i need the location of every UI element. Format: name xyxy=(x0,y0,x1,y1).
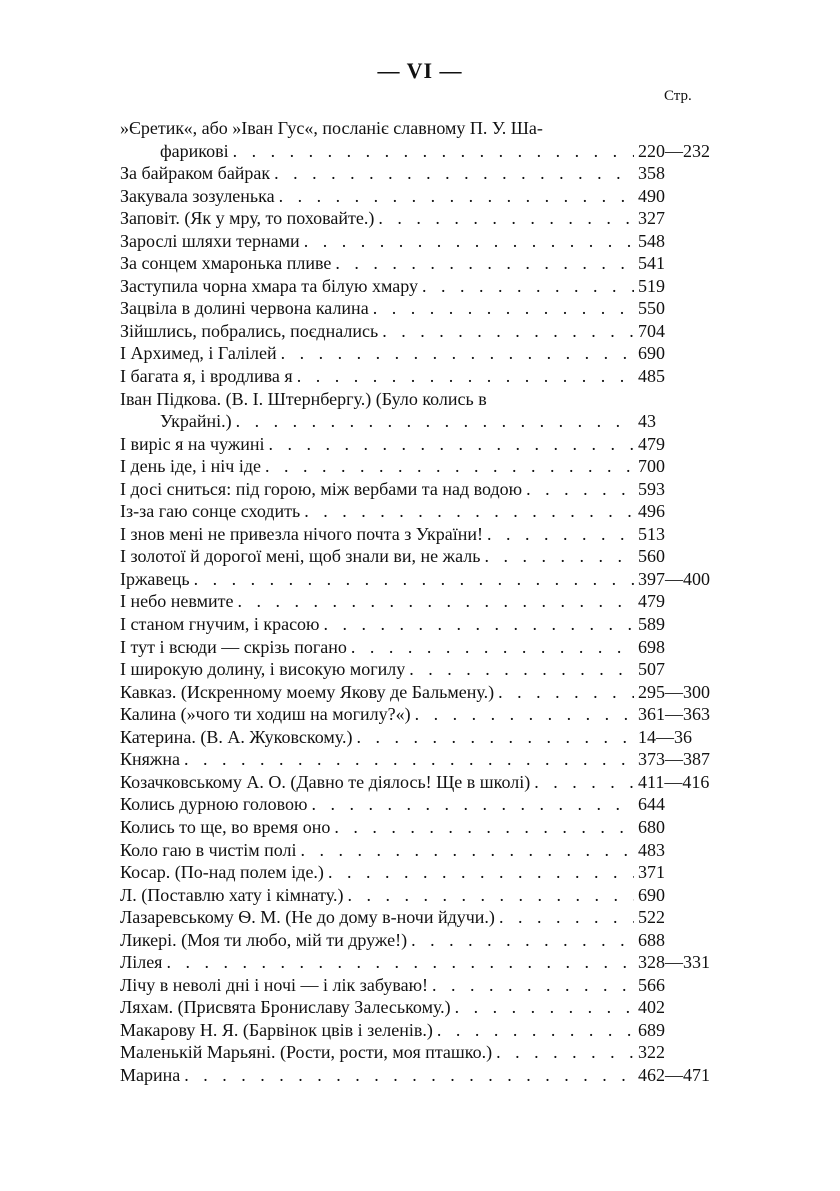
toc-entry-title: Козачковському А. О. (Давно те діялось! Ще в школі) xyxy=(120,771,531,792)
toc-entry-title: Кавказ. (Искренному моему Якову де Бальмену.) xyxy=(120,681,495,702)
toc-entry-title: І знов мені не привезла нічого почта з України! xyxy=(120,523,484,544)
toc-entry-page: 327 xyxy=(638,208,665,229)
toc-entry xyxy=(120,1041,720,1064)
toc-entry-page: 548 xyxy=(638,230,665,251)
toc-entry-page: 485 xyxy=(638,366,665,387)
toc-entry xyxy=(120,162,720,185)
toc-entry-page: 220—232 xyxy=(638,140,710,161)
toc-entry-title: Косар. (По-над полем іде.) xyxy=(120,862,324,883)
toc-entry-page: 644 xyxy=(638,794,665,815)
toc-entry xyxy=(120,658,720,681)
dot-leader xyxy=(335,252,634,275)
dot-leader xyxy=(411,929,634,952)
toc-entry xyxy=(120,230,720,253)
toc-entry-page: 688 xyxy=(638,929,665,950)
toc-entry-title: фарикові xyxy=(160,140,229,161)
toc-entry-title: Маленькій Марьяні. (Рости, рости, моя пташко.) xyxy=(120,1042,493,1063)
toc-entry-page: 43 xyxy=(638,411,656,432)
page-number-header: — VI — xyxy=(377,58,463,83)
toc-entry xyxy=(120,884,720,907)
dot-leader xyxy=(184,1064,634,1087)
toc-entry-page: 483 xyxy=(638,839,665,860)
toc-entry-title: І тут і всюди — скрізь погано xyxy=(120,636,347,657)
toc-entry-title: За байраком байрак xyxy=(120,163,271,184)
toc-entry xyxy=(120,342,720,365)
dot-leader xyxy=(300,839,634,862)
toc-entry-title: Заповіт. (Як у мру, то поховайте.) xyxy=(120,208,375,229)
dot-leader xyxy=(484,545,634,568)
toc-entry-title: Калина (»чого ти ходиш на могилу?«) xyxy=(120,704,411,725)
dot-leader xyxy=(409,658,634,681)
toc-entry xyxy=(120,816,720,839)
toc-entry-title: За сонцем хмаронька пливе xyxy=(120,253,332,274)
toc-entry-title: Лілея xyxy=(120,952,163,973)
toc-entry-page: 358 xyxy=(638,163,665,184)
dot-leader xyxy=(534,771,634,794)
dot-leader xyxy=(297,365,634,388)
toc-entry-page: 496 xyxy=(638,501,665,522)
toc-entry xyxy=(120,1019,720,1042)
toc-entry xyxy=(120,545,720,568)
toc-entry xyxy=(120,703,720,726)
dot-leader xyxy=(356,726,634,749)
toc-entry xyxy=(120,410,720,433)
toc-entry xyxy=(120,433,720,456)
dot-leader xyxy=(498,681,634,704)
dot-leader xyxy=(373,297,634,320)
toc-entry-title: Лічу в неволі дні і ночі — і лік забуваю! xyxy=(120,974,429,995)
toc-entry-page: 295—300 xyxy=(638,681,710,702)
dot-leader xyxy=(265,455,634,478)
dot-leader xyxy=(304,500,634,523)
toc-entry-title: Зарослі шляхи тернами xyxy=(120,230,300,251)
toc-entry-page: 700 xyxy=(638,456,665,477)
toc-entry-title: І широкую долину, і високую могилу xyxy=(120,659,406,680)
dot-leader xyxy=(237,590,634,613)
toc-entry-page: 361—363 xyxy=(638,704,710,725)
toc-entry-title: І досі сниться: під горою, між вербами та над водою xyxy=(120,478,523,499)
toc-entry-page: 680 xyxy=(638,816,665,837)
dot-leader xyxy=(304,230,634,253)
dot-leader xyxy=(166,951,634,974)
dot-leader xyxy=(233,140,634,163)
dot-leader xyxy=(382,320,634,343)
dot-leader xyxy=(378,207,634,230)
toc-entry-page: 566 xyxy=(638,974,665,995)
dot-leader xyxy=(351,636,634,659)
toc-entry-page: 698 xyxy=(638,636,665,657)
toc-entry-title: Закувала зозуленька xyxy=(120,185,275,206)
table-of-contents xyxy=(120,117,720,1087)
dot-leader xyxy=(194,568,634,591)
dot-leader xyxy=(432,974,634,997)
dot-leader xyxy=(184,748,634,771)
toc-entry-title: Княжна xyxy=(120,749,180,770)
toc-entry-title: І станом гнучим, і красою xyxy=(120,614,320,635)
toc-entry-page: 371 xyxy=(638,862,665,883)
toc-entry-title: Лазаревському Ѳ. М. (Не до дому в-ночи йдучи.) xyxy=(120,907,495,928)
dot-leader xyxy=(281,342,634,365)
toc-entry-page: 689 xyxy=(638,1019,665,1040)
toc-entry-page: 507 xyxy=(638,659,665,680)
toc-entry-page: 462—471 xyxy=(638,1064,710,1085)
toc-entry-page: 690 xyxy=(638,884,665,905)
toc-entry-title: І виріс я на чужині xyxy=(120,433,265,454)
toc-entry xyxy=(120,613,720,636)
dot-leader xyxy=(274,162,634,185)
toc-entry-page: 593 xyxy=(638,478,665,499)
toc-entry xyxy=(120,996,720,1019)
toc-entry-page: 541 xyxy=(638,253,665,274)
page-column-label: Стр. xyxy=(664,88,692,104)
toc-entry xyxy=(120,839,720,862)
toc-entry-page: 589 xyxy=(638,614,665,635)
toc-entry xyxy=(120,861,720,884)
toc-entry xyxy=(120,478,720,501)
toc-entry-title: Ляхам. (Присвята Брониславу Залеському.) xyxy=(120,997,451,1018)
toc-entry xyxy=(120,568,720,591)
toc-entry-title: Зацвіла в долині червона калина xyxy=(120,298,369,319)
toc-entry-title: Макарову Н. Я. (Барвінок цвів і зеленів.) xyxy=(120,1019,433,1040)
toc-entry-page: 14—36 xyxy=(638,726,692,747)
toc-entry-page: 560 xyxy=(638,546,665,567)
toc-entry-page: 479 xyxy=(638,591,665,612)
toc-entry-title: Заступила чорна хмара та білую хмару xyxy=(120,275,418,296)
toc-entry-title: Л. (Поставлю хату і кімнату.) xyxy=(120,884,344,905)
toc-entry-title: І багата я, і вродлива я xyxy=(120,366,293,387)
toc-entry-title: Зійшлись, побрались, поєднались xyxy=(120,320,379,341)
toc-entry xyxy=(120,523,720,546)
toc-entry-page: 322 xyxy=(638,1042,665,1063)
toc-entry-page: 513 xyxy=(638,523,665,544)
toc-entry xyxy=(120,252,720,275)
toc-entry xyxy=(120,590,720,613)
toc-entry xyxy=(120,297,720,320)
toc-entry-page: 522 xyxy=(638,907,665,928)
toc-entry-page: 328—331 xyxy=(638,952,710,973)
toc-entry xyxy=(120,974,720,997)
dot-leader xyxy=(328,861,634,884)
toc-entry xyxy=(120,906,720,929)
toc-entry-page: 411—416 xyxy=(638,771,710,792)
toc-entry-title: І золотої й дорогої мені, щоб знали ви, не жаль xyxy=(120,546,481,567)
dot-leader xyxy=(269,433,634,456)
toc-entry-page: 704 xyxy=(638,320,665,341)
toc-entry xyxy=(120,140,720,163)
toc-entry-first-line: Іван Підкова. (В. І. Штернбергу.) (Було колись в xyxy=(120,388,487,409)
toc-entry xyxy=(120,636,720,659)
dot-leader xyxy=(334,816,634,839)
toc-entry-title: Колись дурною головою xyxy=(120,794,308,815)
toc-entry xyxy=(120,726,720,749)
dot-leader xyxy=(279,185,634,208)
dot-leader xyxy=(311,793,634,816)
toc-entry-page: 490 xyxy=(638,185,665,206)
toc-entry-page: 519 xyxy=(638,275,665,296)
toc-entry-first-line: »Єретик«, або »Іван Гус«, посланіє славному П. У. Ша- xyxy=(120,118,543,138)
toc-entry xyxy=(120,748,720,771)
dot-leader xyxy=(499,906,634,929)
toc-entry xyxy=(120,207,720,230)
toc-entry-title: І Архимед, і Галілей xyxy=(120,343,277,364)
toc-entry xyxy=(120,771,720,794)
toc-entry xyxy=(120,1064,720,1087)
dot-leader xyxy=(455,996,634,1019)
toc-entry-title: Іржавець xyxy=(120,568,190,589)
dot-leader xyxy=(496,1041,634,1064)
toc-entry-title: І небо невмите xyxy=(120,591,234,612)
toc-entry xyxy=(120,500,720,523)
toc-entry xyxy=(120,951,720,974)
toc-entry-page: 402 xyxy=(638,997,665,1018)
toc-entry-title: Коло гаю в чистім полі xyxy=(120,839,297,860)
toc-entry xyxy=(120,320,720,343)
toc-entry-title: Марина xyxy=(120,1064,181,1085)
toc-entry xyxy=(120,455,720,478)
toc-entry-title: Із-за гаю сонце сходить xyxy=(120,501,301,522)
dot-leader xyxy=(347,884,634,907)
dot-leader xyxy=(324,613,634,636)
dot-leader xyxy=(415,703,634,726)
toc-entry xyxy=(120,365,720,388)
toc-entry-title: Колись то ще, во время оно xyxy=(120,816,331,837)
toc-entry-title: Ликері. (Моя ти любо, мій ти друже!) xyxy=(120,929,408,950)
dot-leader xyxy=(236,410,634,433)
dot-leader xyxy=(422,275,634,298)
toc-entry-title: Катерина. (В. А. Жуковскому.) xyxy=(120,726,353,747)
toc-entry-page: 397—400 xyxy=(638,568,710,589)
toc-entry xyxy=(120,185,720,208)
toc-entry xyxy=(120,793,720,816)
dot-leader xyxy=(487,523,634,546)
toc-entry-page: 479 xyxy=(638,433,665,454)
toc-entry xyxy=(120,681,720,704)
dot-leader xyxy=(437,1019,634,1042)
toc-entry-page: 550 xyxy=(638,298,665,319)
toc-entry xyxy=(120,275,720,298)
dot-leader xyxy=(526,478,634,501)
toc-entry-title: І день іде, і ніч іде xyxy=(120,456,261,477)
toc-entry-page: 373—387 xyxy=(638,749,710,770)
toc-entry-page: 690 xyxy=(638,343,665,364)
toc-entry xyxy=(120,929,720,952)
toc-entry-title: Украйні.) xyxy=(160,411,232,432)
